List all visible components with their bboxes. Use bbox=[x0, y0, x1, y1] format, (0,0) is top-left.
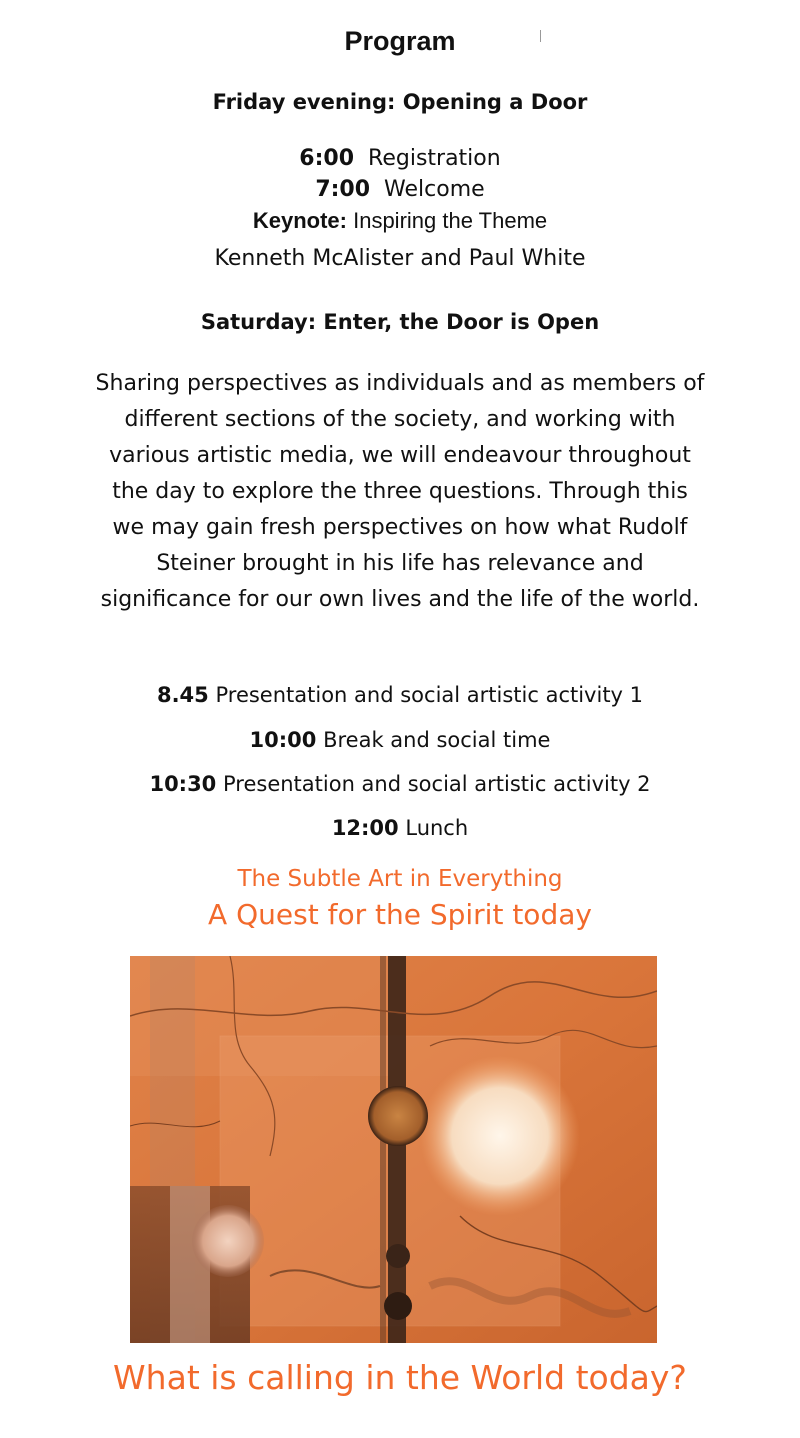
abstract-painting bbox=[130, 956, 657, 1343]
schedule-time: 10:00 bbox=[249, 728, 317, 752]
friday-heading: Friday evening: Opening a Door bbox=[212, 90, 588, 114]
painting-artwork bbox=[130, 956, 657, 1343]
schedule-label: Lunch bbox=[405, 816, 469, 840]
description-line: significance for our own lives and the life of the world. bbox=[100, 587, 700, 612]
friday-item bbox=[0, 177, 800, 202]
description-line: different sections of the society, and working with bbox=[124, 407, 676, 432]
program-title: Program bbox=[344, 26, 456, 56]
friday-item-time: 7:00 bbox=[315, 177, 371, 202]
friday-item-label: Registration bbox=[368, 146, 501, 171]
friday-item bbox=[0, 146, 800, 171]
schedule-item bbox=[0, 683, 800, 707]
description-line: we may gain fresh perspectives on how what Rudolf bbox=[112, 515, 688, 540]
saturday-heading: Saturday: Enter, the Door is Open bbox=[200, 310, 600, 334]
schedule-item bbox=[0, 772, 800, 796]
description-line: Steiner brought in his life has relevance and bbox=[156, 551, 644, 576]
description-line: Sharing perspectives as individuals and as members of bbox=[95, 371, 705, 396]
schedule-item bbox=[0, 816, 800, 840]
description-line: various artistic media, we will endeavour throughout bbox=[109, 443, 691, 468]
schedule-time: 12:00 bbox=[331, 816, 399, 840]
keynote-speakers: Kenneth McAlister and Paul White bbox=[214, 246, 586, 271]
keynote-label: Keynote: bbox=[252, 208, 347, 233]
calling-question: What is calling in the World today? bbox=[113, 1358, 687, 1397]
divider-mark bbox=[540, 30, 541, 42]
keynote-text: Inspiring the Theme bbox=[353, 208, 548, 233]
keynote-line bbox=[0, 208, 800, 234]
event-subtitle: The Subtle Art in Everything bbox=[237, 866, 563, 892]
saturday-description bbox=[40, 366, 760, 618]
schedule-time: 10:30 bbox=[149, 772, 217, 796]
friday-item-time: 6:00 bbox=[299, 146, 355, 171]
description-line: the day to explore the three questions. Through this bbox=[112, 479, 688, 504]
event-title: A Quest for the Spirit today bbox=[208, 898, 592, 931]
schedule-label: Presentation and social artistic activity 2 bbox=[223, 772, 651, 796]
schedule-item bbox=[0, 728, 800, 752]
friday-item-label: Welcome bbox=[384, 177, 485, 202]
schedule-label: Break and social time bbox=[323, 728, 551, 752]
schedule-time: 8.45 bbox=[156, 683, 209, 707]
schedule-label: Presentation and social artistic activity 1 bbox=[215, 683, 644, 707]
